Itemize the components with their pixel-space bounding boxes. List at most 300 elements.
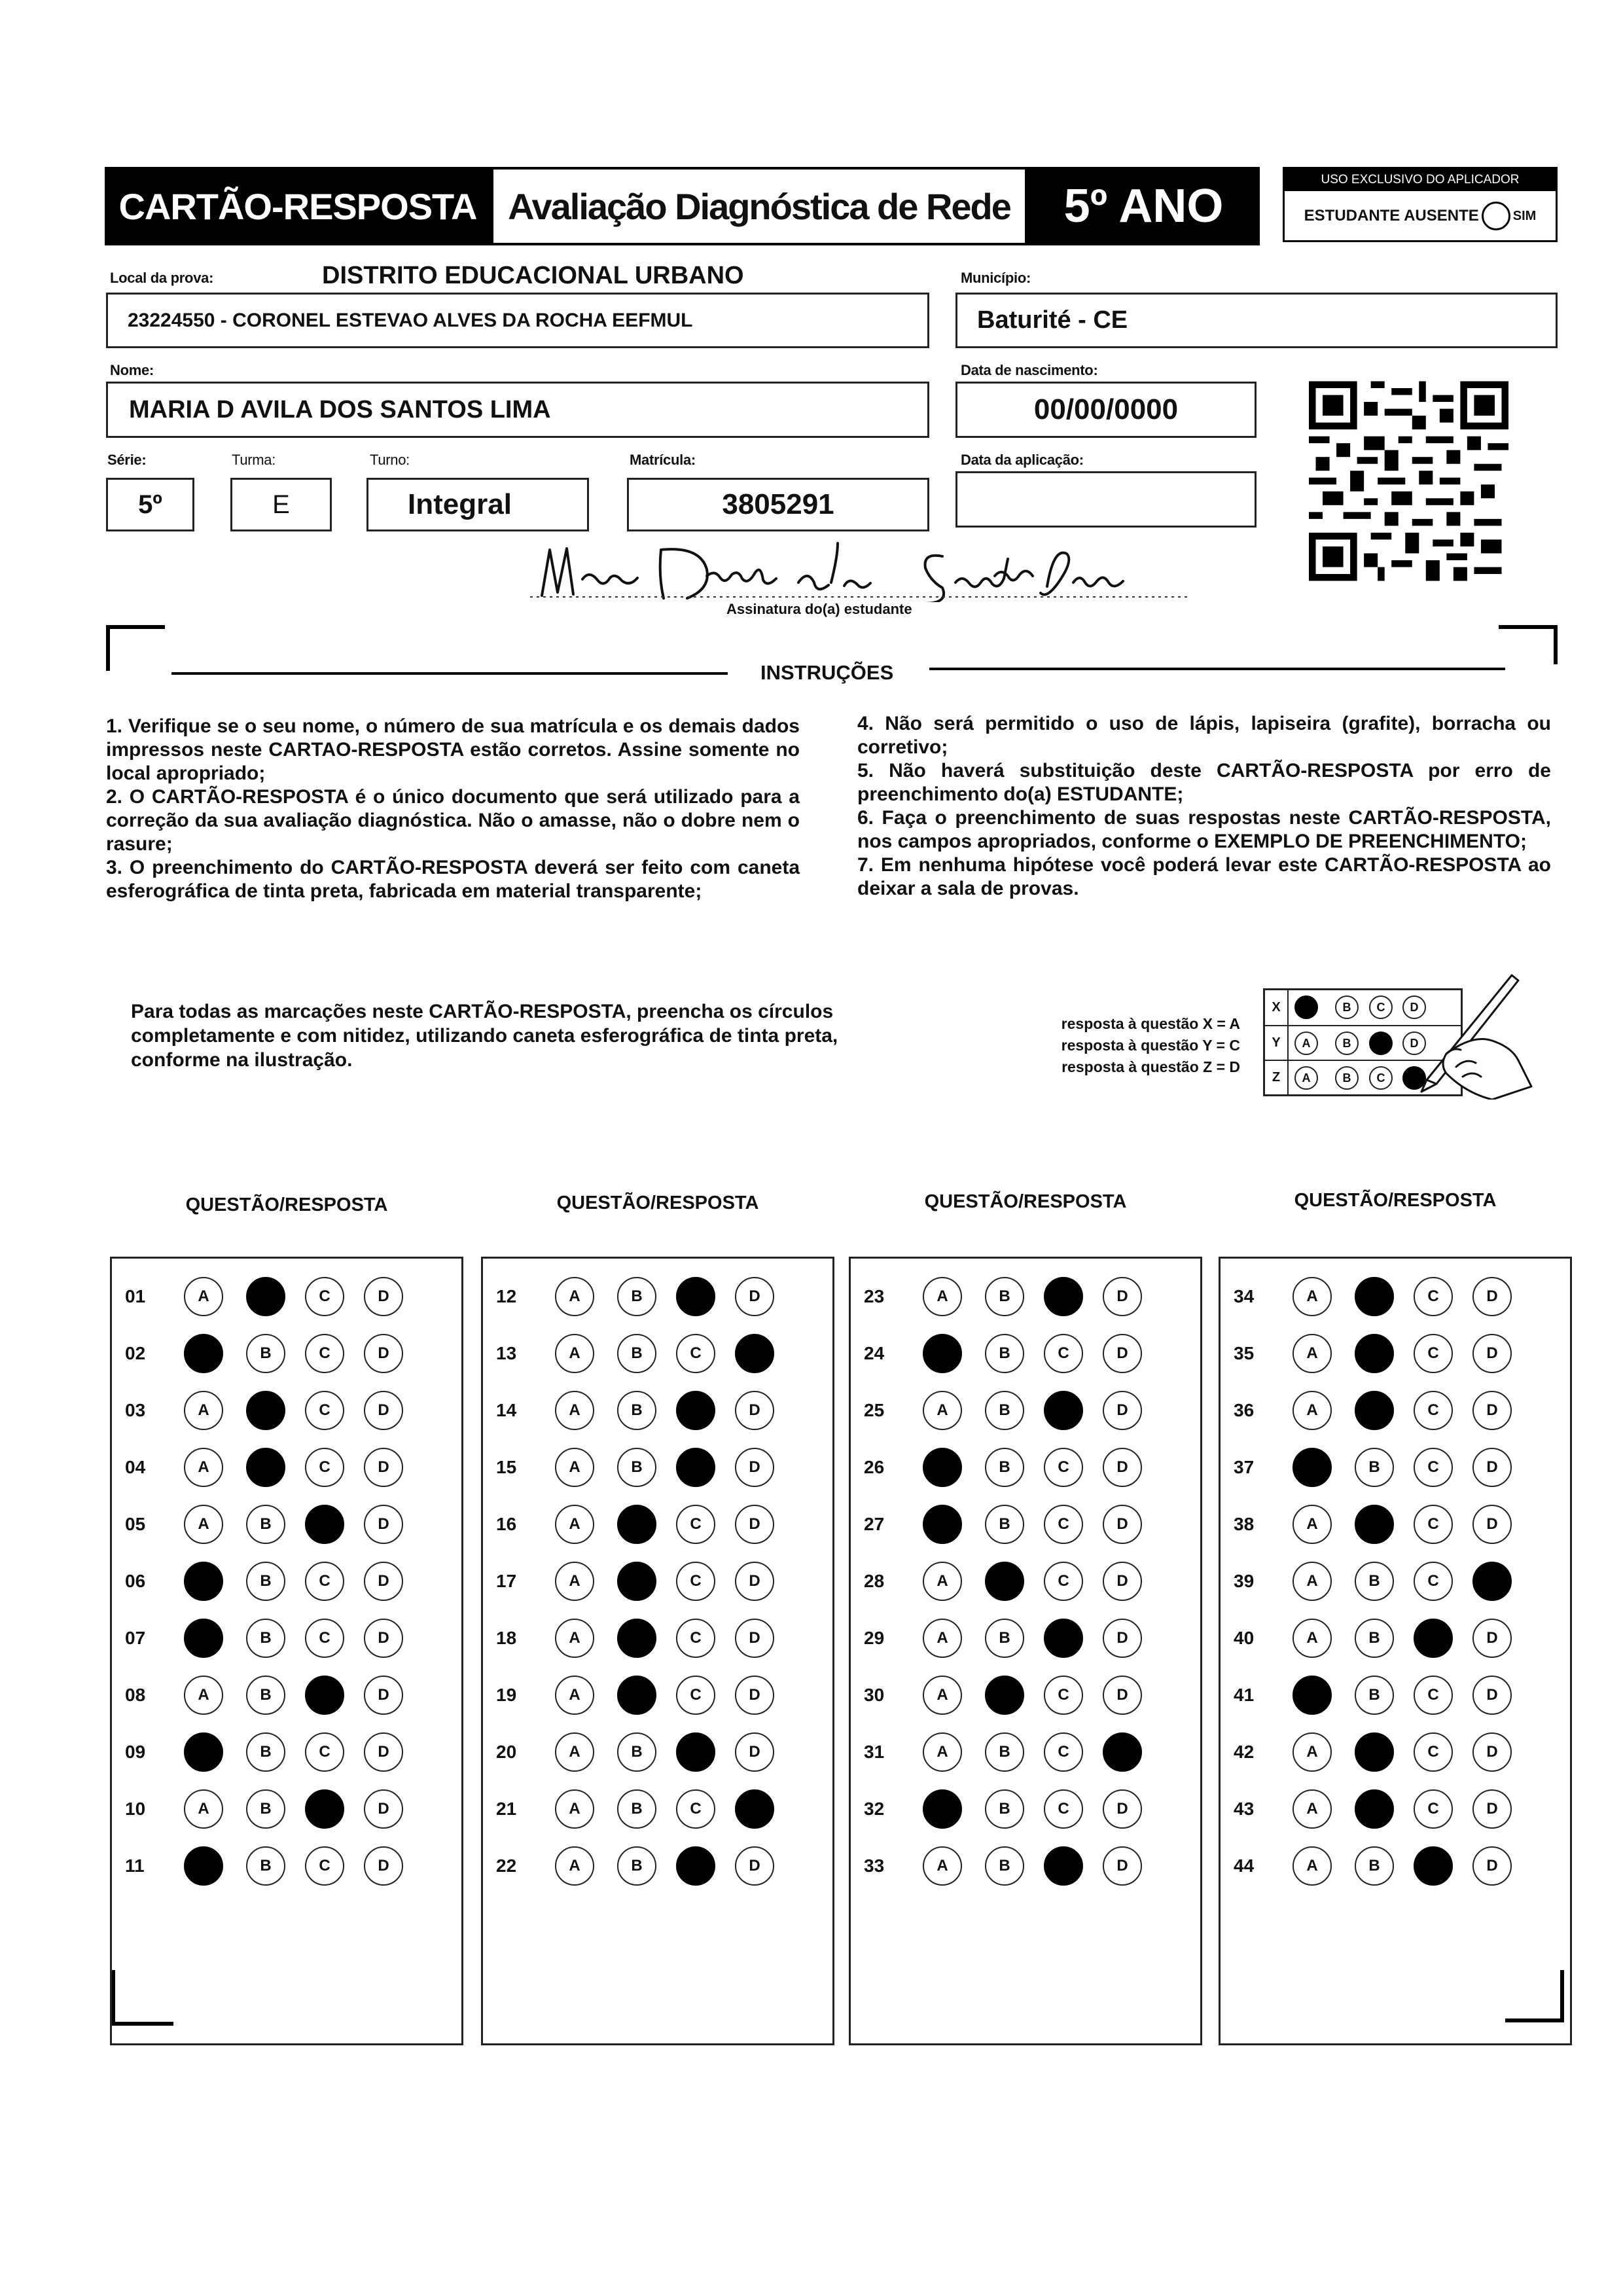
matricula-field — [627, 478, 929, 531]
answer-column-3 — [849, 1257, 1202, 2045]
answer-bubble-b[interactable]: B — [985, 1334, 1024, 1373]
answer-bubble-b[interactable]: B — [617, 1505, 656, 1544]
question-number: 03 — [125, 1400, 146, 1420]
answer-bubble-d[interactable]: D — [1472, 1562, 1512, 1601]
question-number: 35 — [1234, 1343, 1255, 1363]
answer-bubble-d[interactable]: D — [364, 1619, 403, 1658]
nascimento-field — [955, 382, 1257, 438]
answer-bubble-b[interactable]: B — [246, 1789, 285, 1829]
answer-bubble-d[interactable]: D — [1472, 1391, 1512, 1430]
question-number: 37 — [1234, 1457, 1255, 1477]
answer-bubble-d[interactable]: D — [1472, 1334, 1512, 1373]
answer-bubble-d[interactable]: D — [735, 1732, 774, 1772]
answer-bubble-d[interactable]: D — [364, 1505, 403, 1544]
answer-bubble-a[interactable]: A — [923, 1391, 962, 1430]
question-number: 24 — [864, 1343, 885, 1363]
question-row — [851, 1562, 1200, 1601]
question-number: 39 — [1234, 1571, 1255, 1591]
answer-bubble-d[interactable]: D — [1472, 1789, 1512, 1829]
question-row — [112, 1676, 461, 1715]
answer-bubble-b[interactable]: B — [617, 1562, 656, 1601]
question-number: 13 — [496, 1343, 517, 1363]
answer-bubble-a[interactable]: A — [1293, 1505, 1332, 1544]
answer-bubble-a[interactable]: A — [555, 1562, 594, 1601]
answer-bubble-c[interactable]: C — [1414, 1334, 1453, 1373]
question-row — [1221, 1676, 1570, 1715]
example-bubble-d: D — [1402, 1066, 1426, 1090]
answer-column-4 — [1219, 1257, 1572, 2045]
absent-label: ESTUDANTE AUSENTE — [1304, 207, 1479, 224]
answer-bubble-a[interactable]: A — [555, 1277, 594, 1316]
answer-bubble-d[interactable]: D — [735, 1391, 774, 1430]
question-number: 26 — [864, 1457, 885, 1477]
answer-bubble-b[interactable]: B — [1355, 1277, 1394, 1316]
column-title: QUESTÃO/RESPOSTA — [556, 1193, 759, 1213]
answer-bubble-a[interactable]: A — [184, 1448, 223, 1487]
question-number: 41 — [1234, 1685, 1255, 1705]
question-number: 04 — [125, 1457, 146, 1477]
answer-bubble-b[interactable]: B — [985, 1505, 1024, 1544]
question-row — [112, 1505, 461, 1544]
answer-bubble-d[interactable]: D — [1103, 1277, 1142, 1316]
answer-bubble-c[interactable]: C — [1414, 1619, 1453, 1658]
question-row — [483, 1391, 832, 1430]
question-row — [851, 1789, 1200, 1829]
answer-bubble-a[interactable]: A — [1293, 1334, 1332, 1373]
example-bubble-a: A — [1294, 1031, 1318, 1055]
question-number: 23 — [864, 1286, 885, 1306]
answer-bubble-d[interactable]: D — [735, 1789, 774, 1829]
answer-bubble-a[interactable]: A — [923, 1676, 962, 1715]
answer-bubble-d[interactable]: D — [364, 1789, 403, 1829]
answer-bubble-b[interactable]: B — [246, 1505, 285, 1544]
signature-text — [0, 0, 1, 1]
card-title — [105, 167, 491, 245]
answer-bubble-a[interactable]: A — [923, 1505, 962, 1544]
question-row — [483, 1277, 832, 1316]
answer-bubble-d[interactable]: D — [1103, 1619, 1142, 1658]
column-title: QUESTÃO/RESPOSTA — [924, 1191, 1127, 1212]
question-row — [1221, 1619, 1570, 1658]
question-number: 11 — [125, 1856, 145, 1876]
instructions-right — [857, 712, 1551, 901]
example-bubble-b: B — [1335, 1031, 1359, 1055]
answer-bubble-a[interactable]: A — [184, 1789, 223, 1829]
answer-bubble-d[interactable]: D — [1472, 1619, 1512, 1658]
question-number: 09 — [125, 1742, 146, 1762]
question-row — [112, 1391, 461, 1430]
instructions-title: INSTRUÇÕES — [760, 661, 894, 684]
answer-bubble-a[interactable]: A — [555, 1448, 594, 1487]
answer-bubble-a[interactable]: A — [1293, 1277, 1332, 1316]
answer-bubble-b[interactable]: B — [617, 1789, 656, 1829]
answer-bubble-c[interactable]: C — [1044, 1846, 1083, 1886]
answer-bubble-b[interactable]: B — [617, 1846, 656, 1886]
answer-bubble-b[interactable]: B — [985, 1277, 1024, 1316]
answer-bubble-c[interactable]: C — [1414, 1505, 1453, 1544]
instructions-left — [106, 715, 800, 903]
answer-bubble-c[interactable]: C — [305, 1391, 344, 1430]
answer-bubble-a[interactable]: A — [555, 1391, 594, 1430]
question-row — [483, 1334, 832, 1373]
answer-bubble-d[interactable]: D — [1103, 1789, 1142, 1829]
turno-label: Turno: — [370, 452, 410, 468]
answer-bubble-a[interactable]: A — [923, 1846, 962, 1886]
question-row — [1221, 1448, 1570, 1487]
nome-label: Nome: — [110, 362, 154, 378]
example-bubble-c: C — [1369, 996, 1393, 1019]
answer-bubble-a[interactable]: A — [1293, 1562, 1332, 1601]
municipio-label: Município: — [961, 270, 1031, 286]
answer-bubble-b[interactable]: B — [246, 1619, 285, 1658]
question-number: 33 — [864, 1856, 885, 1876]
answer-bubble-d[interactable]: D — [1472, 1277, 1512, 1316]
answer-bubble-c[interactable]: C — [1044, 1334, 1083, 1373]
answer-bubble-a[interactable]: A — [555, 1676, 594, 1715]
answer-bubble-a[interactable]: A — [923, 1334, 962, 1373]
answer-bubble-c[interactable]: C — [305, 1562, 344, 1601]
answer-bubble-b[interactable]: B — [1355, 1846, 1394, 1886]
question-number: 19 — [496, 1685, 517, 1705]
answer-bubble-a[interactable]: A — [555, 1789, 594, 1829]
answer-bubble-c[interactable]: C — [676, 1732, 715, 1772]
answer-bubble-d[interactable]: D — [364, 1676, 403, 1715]
question-number: 27 — [864, 1514, 885, 1534]
answer-bubble-c[interactable]: C — [305, 1732, 344, 1772]
answer-bubble-d[interactable]: D — [1103, 1562, 1142, 1601]
question-row — [851, 1732, 1200, 1772]
answer-bubble-a[interactable]: A — [184, 1505, 223, 1544]
serie-text: 5º — [138, 490, 162, 519]
question-row — [1221, 1562, 1570, 1601]
answer-bubble-d[interactable]: D — [1103, 1732, 1142, 1772]
question-row — [851, 1846, 1200, 1886]
answer-bubble-d[interactable]: D — [1103, 1505, 1142, 1544]
question-number: 06 — [125, 1571, 146, 1591]
exam-title — [491, 167, 1027, 245]
answer-bubble-a[interactable]: A — [184, 1277, 223, 1316]
answer-bubble-b[interactable]: B — [246, 1334, 285, 1373]
answer-bubble-d[interactable]: D — [735, 1448, 774, 1487]
answer-bubble-a[interactable]: A — [184, 1676, 223, 1715]
question-number: 44 — [1234, 1856, 1255, 1876]
answer-bubble-a[interactable]: A — [923, 1277, 962, 1316]
answer-bubble-a[interactable]: A — [555, 1846, 594, 1886]
answer-bubble-d[interactable]: D — [1103, 1448, 1142, 1487]
answer-bubble-c[interactable]: C — [1044, 1562, 1083, 1601]
answer-bubble-c[interactable]: C — [1044, 1277, 1083, 1316]
answer-bubble-d[interactable]: D — [1103, 1676, 1142, 1715]
aplicacao-label: Data da aplicação: — [961, 452, 1084, 468]
question-number: 31 — [864, 1742, 885, 1762]
question-number: 10 — [125, 1799, 146, 1819]
answer-bubble-c[interactable]: C — [1414, 1789, 1453, 1829]
answer-bubble-c[interactable]: C — [1044, 1619, 1083, 1658]
question-row — [112, 1277, 461, 1316]
question-row — [851, 1391, 1200, 1430]
nome-field — [106, 382, 929, 438]
question-row — [851, 1448, 1200, 1487]
answer-bubble-b[interactable]: B — [246, 1846, 285, 1886]
answer-bubble-a[interactable]: A — [184, 1562, 223, 1601]
answer-bubble-d[interactable]: D — [735, 1562, 774, 1601]
question-row — [851, 1505, 1200, 1544]
answer-bubble-c[interactable]: C — [1414, 1448, 1453, 1487]
absent-checkbox[interactable] — [1482, 202, 1510, 230]
absent-row — [1285, 191, 1556, 241]
answer-bubble-c[interactable]: C — [305, 1846, 344, 1886]
answer-bubble-b[interactable]: B — [1355, 1505, 1394, 1544]
answer-bubble-c[interactable]: C — [1414, 1562, 1453, 1601]
question-number: 32 — [864, 1799, 885, 1819]
instructions-rule-left — [171, 672, 728, 675]
answer-bubble-c[interactable]: C — [1414, 1676, 1453, 1715]
answer-bubble-d[interactable]: D — [364, 1277, 403, 1316]
answer-bubble-d[interactable]: D — [735, 1846, 774, 1886]
turma-text: E — [272, 490, 290, 519]
answer-bubble-d[interactable]: D — [364, 1391, 403, 1430]
answer-bubble-b[interactable]: B — [985, 1448, 1024, 1487]
question-number: 05 — [125, 1514, 146, 1534]
answer-bubble-c[interactable]: C — [1414, 1391, 1453, 1430]
answer-bubble-b[interactable]: B — [246, 1562, 285, 1601]
answer-bubble-d[interactable]: D — [1472, 1732, 1512, 1772]
answer-bubble-b[interactable]: B — [1355, 1448, 1394, 1487]
local-label: Local da prova: — [110, 270, 214, 286]
answer-bubble-c[interactable]: C — [676, 1391, 715, 1430]
answer-bubble-a[interactable]: A — [923, 1619, 962, 1658]
question-row — [1221, 1846, 1570, 1886]
answer-bubble-d[interactable]: D — [364, 1846, 403, 1886]
question-row — [483, 1448, 832, 1487]
corner-top-left — [106, 625, 165, 671]
question-row — [112, 1846, 461, 1886]
question-number: 18 — [496, 1628, 517, 1648]
answer-bubble-b[interactable]: B — [246, 1277, 285, 1316]
question-number: 01 — [125, 1286, 146, 1306]
answer-bubble-d[interactable]: D — [364, 1732, 403, 1772]
answer-bubble-b[interactable]: B — [617, 1277, 656, 1316]
answer-bubble-a[interactable]: A — [184, 1334, 223, 1373]
answer-bubble-d[interactable]: D — [1103, 1391, 1142, 1430]
answer-bubble-c[interactable]: C — [1044, 1505, 1083, 1544]
answer-bubble-a[interactable]: A — [923, 1732, 962, 1772]
corner-top-right — [1499, 625, 1558, 664]
answer-bubble-a[interactable]: A — [1293, 1448, 1332, 1487]
answer-bubble-d[interactable]: D — [364, 1448, 403, 1487]
answer-bubble-b[interactable]: B — [617, 1676, 656, 1715]
answer-bubble-c[interactable]: C — [305, 1334, 344, 1373]
answer-bubble-a[interactable]: A — [555, 1732, 594, 1772]
answer-bubble-a[interactable]: A — [1293, 1789, 1332, 1829]
answer-bubble-a[interactable]: A — [1293, 1846, 1332, 1886]
answer-bubble-b[interactable]: B — [985, 1789, 1024, 1829]
answer-bubble-a[interactable]: A — [1293, 1676, 1332, 1715]
answer-bubble-d[interactable]: D — [1103, 1846, 1142, 1886]
turma-field — [230, 478, 332, 531]
answer-bubble-c[interactable]: C — [1414, 1846, 1453, 1886]
answer-bubble-b[interactable]: B — [246, 1676, 285, 1715]
question-row — [1221, 1277, 1570, 1316]
answer-bubble-b[interactable]: B — [985, 1619, 1024, 1658]
answer-bubble-c[interactable]: C — [676, 1789, 715, 1829]
answer-bubble-c[interactable]: C — [676, 1676, 715, 1715]
answer-bubble-a[interactable]: A — [923, 1448, 962, 1487]
applicator-box — [1283, 167, 1558, 242]
answer-bubble-a[interactable]: A — [184, 1391, 223, 1430]
serie-label: Série: — [107, 452, 147, 468]
municipio-field — [955, 293, 1558, 348]
answer-bubble-d[interactable]: D — [1472, 1448, 1512, 1487]
answer-bubble-b[interactable]: B — [617, 1448, 656, 1487]
answer-bubble-b[interactable]: B — [617, 1391, 656, 1430]
question-number: 22 — [496, 1856, 517, 1876]
answer-bubble-b[interactable]: B — [1355, 1391, 1394, 1430]
answer-column-2 — [481, 1257, 834, 2045]
answer-bubble-b[interactable]: B — [985, 1846, 1024, 1886]
answer-bubble-c[interactable]: C — [1414, 1277, 1453, 1316]
question-row — [112, 1789, 461, 1829]
answer-bubble-c[interactable]: C — [676, 1334, 715, 1373]
answer-bubble-a[interactable]: A — [1293, 1732, 1332, 1772]
instruction-7: 7. Em nenhuma hipótese você poderá levar este CARTÃO-RESPOSTA ao deixar a sala de provas. — [857, 854, 1551, 899]
question-number: 38 — [1234, 1514, 1255, 1534]
example-bubble-d: D — [1402, 1031, 1426, 1055]
answer-bubble-b[interactable]: B — [617, 1334, 656, 1373]
answer-bubble-c[interactable]: C — [676, 1619, 715, 1658]
question-number: 29 — [864, 1628, 885, 1648]
answer-bubble-c[interactable]: C — [676, 1277, 715, 1316]
answer-bubble-c[interactable]: C — [1044, 1391, 1083, 1430]
question-number: 07 — [125, 1628, 146, 1648]
example-bubble-c: C — [1369, 1031, 1393, 1055]
answer-bubble-b[interactable]: B — [1355, 1619, 1394, 1658]
turno-field — [366, 478, 589, 531]
answer-bubble-c[interactable]: C — [676, 1505, 715, 1544]
answer-bubble-d[interactable]: D — [1472, 1846, 1512, 1886]
answer-bubble-a[interactable]: A — [184, 1846, 223, 1886]
question-number: 21 — [496, 1799, 517, 1819]
column-title: QUESTÃO/RESPOSTA — [1294, 1190, 1497, 1211]
question-number: 30 — [864, 1685, 885, 1705]
answer-bubble-b[interactable]: B — [246, 1732, 285, 1772]
answer-bubble-a[interactable]: A — [555, 1619, 594, 1658]
instruction-5: 5. Não haverá substituição deste CARTÃO-RESPOSTA por erro de preenchimento do(a) ESTUDANTE; — [857, 760, 1551, 805]
instruction-6: 6. Faça o preenchimento de suas respostas neste CARTÃO-RESPOSTA, nos campos apropriados, conforme o EXEMPLO DE PREENCHIMENTO; — [857, 807, 1551, 852]
question-number: 12 — [496, 1286, 517, 1306]
answer-bubble-b[interactable]: B — [246, 1448, 285, 1487]
question-row — [851, 1334, 1200, 1373]
answer-bubble-c[interactable]: C — [305, 1676, 344, 1715]
answer-bubble-a[interactable]: A — [555, 1505, 594, 1544]
instructions-rule-right — [929, 668, 1505, 670]
answer-bubble-b[interactable]: B — [1355, 1676, 1394, 1715]
answer-bubble-d[interactable]: D — [364, 1334, 403, 1373]
example-captions — [1024, 1013, 1240, 1078]
question-number: 17 — [496, 1571, 517, 1591]
answer-bubble-b[interactable]: B — [985, 1676, 1024, 1715]
question-number: 16 — [496, 1514, 517, 1534]
question-row — [1221, 1334, 1570, 1373]
answer-bubble-b[interactable]: B — [985, 1391, 1024, 1430]
answer-bubble-b[interactable]: B — [617, 1732, 656, 1772]
answer-bubble-b[interactable]: B — [1355, 1732, 1394, 1772]
answer-bubble-a[interactable]: A — [184, 1732, 223, 1772]
answer-bubble-c[interactable]: C — [305, 1505, 344, 1544]
answer-bubble-d[interactable]: D — [1472, 1505, 1512, 1544]
answer-bubble-d[interactable]: D — [735, 1505, 774, 1544]
question-row — [483, 1505, 832, 1544]
answer-column-1 — [110, 1257, 463, 2045]
answer-bubble-a[interactable]: A — [1293, 1619, 1332, 1658]
example-bubble-a: A — [1294, 996, 1318, 1019]
answer-bubble-a[interactable]: A — [923, 1789, 962, 1829]
answer-bubble-d[interactable]: D — [735, 1676, 774, 1715]
question-number: 40 — [1234, 1628, 1255, 1648]
answer-bubble-d[interactable]: D — [735, 1619, 774, 1658]
answer-bubble-b[interactable]: B — [246, 1391, 285, 1430]
answer-bubble-a[interactable]: A — [923, 1562, 962, 1601]
grade-text: 5º ANO — [1063, 180, 1224, 232]
question-row — [112, 1562, 461, 1601]
question-row — [483, 1789, 832, 1829]
school-field — [106, 293, 929, 348]
example-bubble-b: B — [1335, 996, 1359, 1019]
answer-bubble-d[interactable]: D — [364, 1562, 403, 1601]
answer-bubble-c[interactable]: C — [1044, 1732, 1083, 1772]
question-row — [112, 1334, 461, 1373]
answer-bubble-a[interactable]: A — [1293, 1391, 1332, 1430]
question-number: 14 — [496, 1400, 517, 1420]
instruction-4: 4. Não será permitido o uso de lápis, lapiseira (grafite), borracha ou corretivo; — [857, 713, 1551, 758]
answer-bubble-b[interactable]: B — [617, 1619, 656, 1658]
answer-bubble-d[interactable]: D — [1472, 1676, 1512, 1715]
answer-bubble-d[interactable]: D — [1103, 1334, 1142, 1373]
answer-bubble-c[interactable]: C — [1414, 1732, 1453, 1772]
question-number: 36 — [1234, 1400, 1255, 1420]
signature — [524, 530, 1198, 602]
answer-bubble-d[interactable]: D — [735, 1277, 774, 1316]
instruction-1: 1. Verifique se o seu nome, o número de sua matrícula e os demais dados impressos neste CARTAO-RESPOSTA estão corretos. Assine somente no local apropriado; — [106, 715, 800, 784]
answer-bubble-c[interactable]: C — [305, 1277, 344, 1316]
answer-bubble-c[interactable]: C — [1044, 1676, 1083, 1715]
card-title-text: CARTÃO-RESPOSTA — [118, 185, 477, 227]
answer-bubble-b[interactable]: B — [1355, 1334, 1394, 1373]
answer-bubble-a[interactable]: A — [555, 1334, 594, 1373]
answer-bubble-c[interactable]: C — [676, 1448, 715, 1487]
question-row — [851, 1619, 1200, 1658]
answer-bubble-c[interactable]: C — [305, 1789, 344, 1829]
answer-bubble-b[interactable]: B — [1355, 1562, 1394, 1601]
nascimento-text: 00/00/0000 — [1033, 393, 1179, 425]
answer-bubble-c[interactable]: C — [676, 1562, 715, 1601]
answer-bubble-b[interactable]: B — [985, 1732, 1024, 1772]
turno-text: Integral — [408, 488, 512, 520]
answer-bubble-c[interactable]: C — [1044, 1448, 1083, 1487]
answer-bubble-c[interactable]: C — [676, 1846, 715, 1886]
answer-bubble-c[interactable]: C — [305, 1619, 344, 1658]
answer-bubble-c[interactable]: C — [305, 1448, 344, 1487]
answer-bubble-d[interactable]: D — [735, 1334, 774, 1373]
example-bubble-b: B — [1335, 1066, 1359, 1090]
answer-bubble-a[interactable]: A — [184, 1619, 223, 1658]
answer-bubble-b[interactable]: B — [985, 1562, 1024, 1601]
local-value: DISTRITO EDUCACIONAL URBANO — [322, 262, 744, 289]
answer-bubble-c[interactable]: C — [1044, 1789, 1083, 1829]
answer-bubble-b[interactable]: B — [1355, 1789, 1394, 1829]
school-text: 23224550 - CORONEL ESTEVAO ALVES DA ROCHA EEFMUL — [128, 309, 693, 331]
question-row — [483, 1676, 832, 1715]
